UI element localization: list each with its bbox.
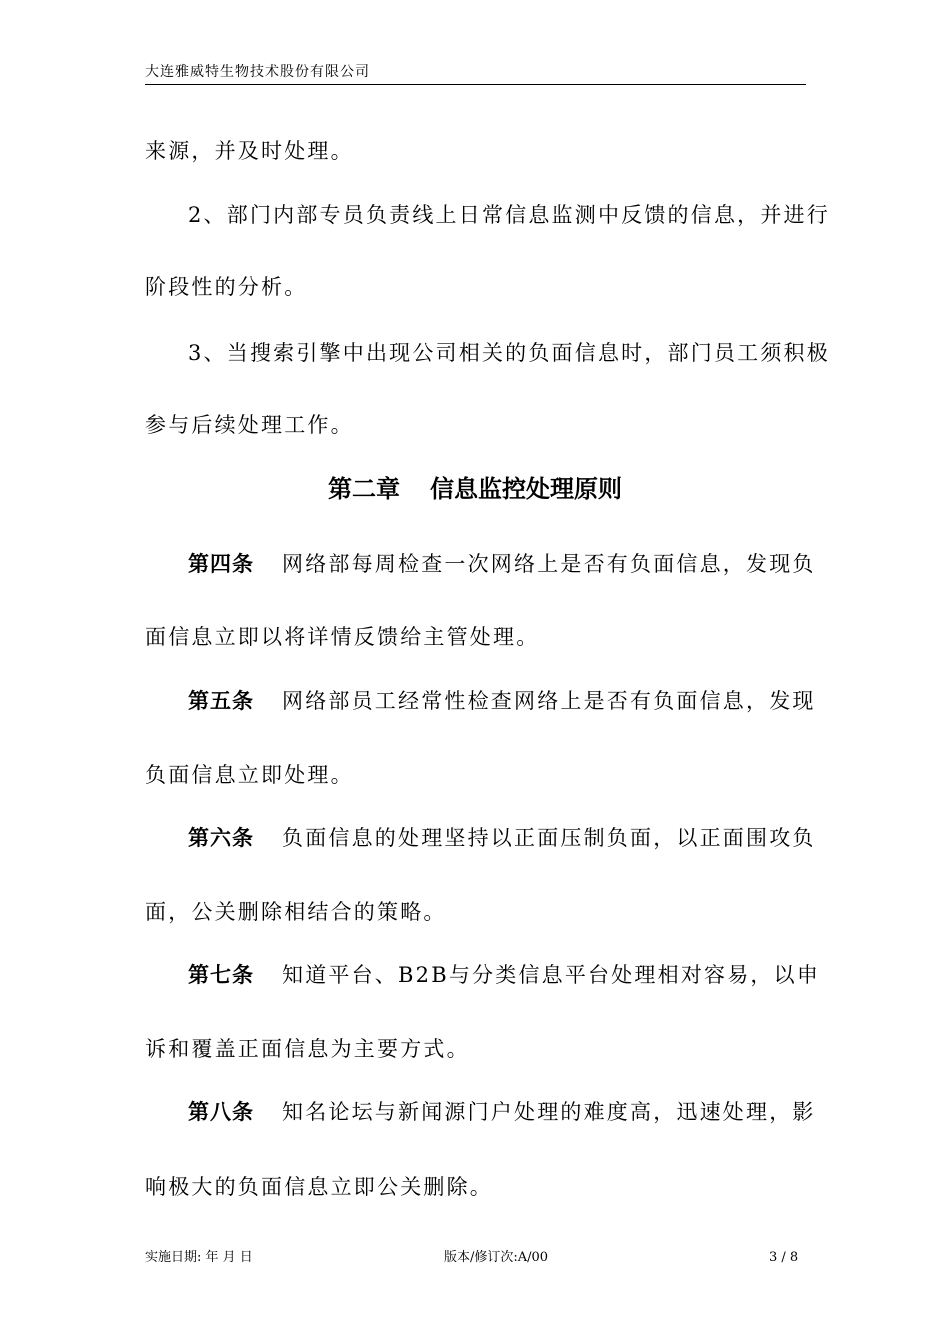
company-name: 大连雅威特生物技术股份有限公司 [145, 64, 370, 80]
article-7-continuation: 诉和覆盖正面信息为主要方式。 [145, 1037, 470, 1061]
article-6-continuation: 面，公关删除相结合的策略。 [145, 900, 447, 924]
footer-date: 实施日期: 年 月 日 [145, 1250, 253, 1265]
item-2-line-1: 2、部门内部专员负责线上日常信息监测中反馈的信息，并进行 [188, 203, 830, 227]
article-text: 网络部员工经常性检查网络上是否有负面信息，发现 [282, 689, 816, 713]
article-label: 第五条 [188, 689, 254, 713]
footer-version: 版本/修订次:A/00 [444, 1250, 549, 1265]
paragraph-line: 来源，并及时处理。 [145, 139, 354, 163]
article-5-continuation: 负面信息立即处理。 [145, 763, 354, 787]
item-2-line-2: 阶段性的分析。 [145, 275, 308, 299]
article-text: 网络部每周检查一次网络上是否有负面信息，发现负 [282, 552, 816, 576]
article-8 [188, 1097, 816, 1127]
article-label: 第四条 [188, 552, 254, 576]
article-7 [188, 960, 821, 990]
chapter-title: 信息监控处理原则 [430, 475, 622, 503]
chapter-number: 第二章 [328, 475, 400, 503]
article-text: 负面信息的处理坚持以正面压制负面，以正面围攻负 [282, 826, 816, 850]
article-4 [188, 549, 816, 579]
item-3-line-1: 3、当搜索引擎中出现公司相关的负面信息时，部门员工须积极 [188, 341, 830, 365]
article-text: 知道平台、B2B与分类信息平台处理相对容易，以申 [282, 963, 821, 987]
article-5 [188, 686, 816, 716]
chapter-heading [0, 472, 950, 506]
page-number: 3 / 8 [769, 1250, 799, 1265]
article-label: 第六条 [188, 826, 254, 850]
article-text: 知名论坛与新闻源门户处理的难度高，迅速处理，影 [282, 1100, 816, 1124]
article-4-continuation: 面信息立即以将详情反馈给主管处理。 [145, 625, 540, 649]
document-header [145, 62, 806, 85]
article-label: 第八条 [188, 1100, 254, 1124]
article-8-continuation: 响极大的负面信息立即公关删除。 [145, 1175, 493, 1199]
article-6 [188, 823, 816, 853]
item-3-line-2: 参与后续处理工作。 [145, 413, 354, 437]
article-label: 第七条 [188, 963, 254, 987]
